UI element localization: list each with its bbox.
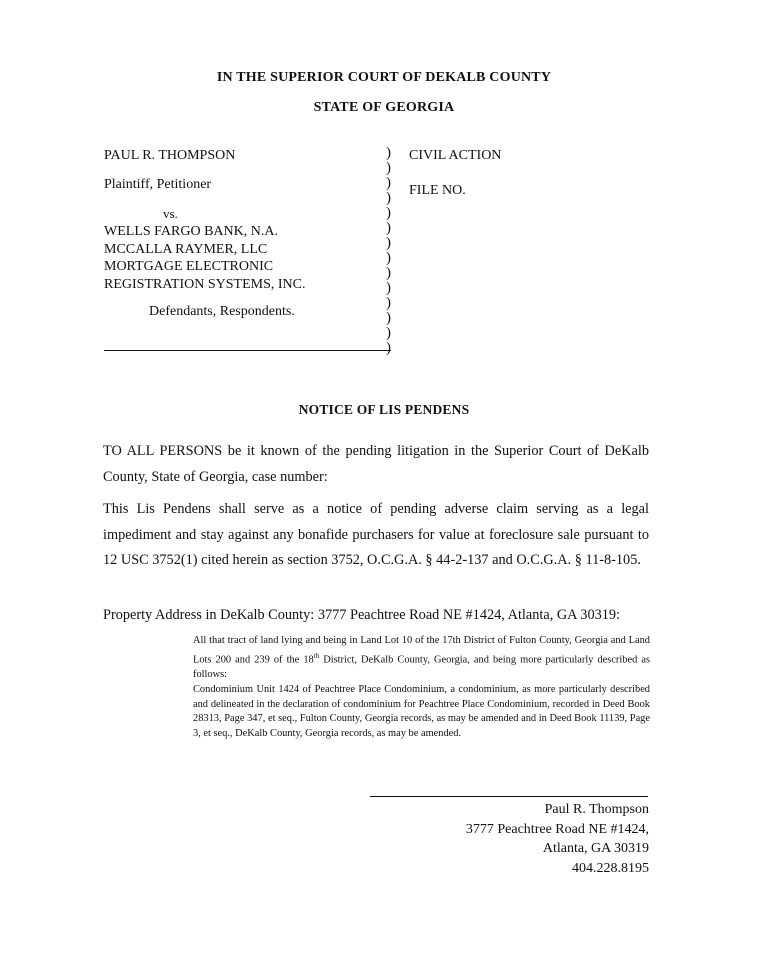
legal-description-paragraph-2: Condominium Unit 1424 of Peachtree Place Condominium, a condominium, as more particularly described and delineated in the declaration of condominium for Peachtree Place Condominium, recorded in Deed Book 28313, Page 347, et seq., Fulton County, Georgia records, as may be amended and in Deed Book 11139, Page 3, et seq., DeKalb County, Georgia records, as may be amended. xyxy=(193,683,650,740)
defendant-list xyxy=(104,223,305,293)
caption-bracket: ) xyxy=(386,190,391,206)
property-address-line xyxy=(103,607,620,624)
signer-phone: 404.228.8195 xyxy=(572,860,649,876)
legal-description xyxy=(193,634,650,742)
versus-label: vs. xyxy=(163,206,178,221)
notice-paragraph-2: This Lis Pendens shall serve as a notice of pending adverse claim serving as a legal impediment and stay against any bonafide purchasers for value at foreclosure sale pursuant to 12 USC 3752(1) cited herein as section 3752, O.C.G.A. § 44-2-137 and O.C.G.A. § 11-8-105. xyxy=(103,501,649,568)
caption-bracket: ) xyxy=(386,340,391,356)
defendant-name: REGISTRATION SYSTEMS, INC. xyxy=(104,276,306,292)
property-address-value: 3777 Peachtree Road NE #1424, Atlanta, GA 30319: xyxy=(317,607,621,623)
caption-bracket: ) xyxy=(386,310,391,326)
caption-bracket: ) xyxy=(386,160,391,176)
signer-street: 3777 Peachtree Road NE #1424, xyxy=(465,821,649,837)
defendant-role: Defendants, Respondents. xyxy=(149,304,295,319)
legal-description-paragraph-1: All that tract of land lying and being in Land Lot 10 of the 17th District of Fulton County, Georgia and Land Lots 200 and 239 of the 18th District, DeKalb County, Georgia, and being more particularly described as follows: xyxy=(193,635,650,681)
caption-bracket-column xyxy=(386,146,400,356)
defendant-name: MORTGAGE ELECTRONIC xyxy=(104,259,274,274)
defendant-name: WELLS FARGO BANK, N.A. xyxy=(104,224,278,239)
caption-bracket: ) xyxy=(386,175,391,191)
caption-bracket: ) xyxy=(386,250,391,266)
caption-bracket: ) xyxy=(386,325,391,341)
caption-bracket: ) xyxy=(386,235,391,251)
signature-line xyxy=(370,796,648,797)
caption-bracket: ) xyxy=(386,220,391,236)
file-number-label: FILE NO. xyxy=(409,183,466,198)
caption-underline xyxy=(104,350,391,351)
civil-action-label: CIVIL ACTION xyxy=(409,148,502,163)
caption-bracket: ) xyxy=(386,295,391,311)
signature-block xyxy=(466,800,649,878)
plaintiff-name: PAUL R. THOMPSON xyxy=(104,148,236,163)
notice-title: NOTICE OF LIS PENDENS xyxy=(298,402,470,417)
caption-bracket: ) xyxy=(386,265,391,281)
caption-bracket: ) xyxy=(386,205,391,221)
notice-paragraph-1: TO ALL PERSONS be it known of the pending litigation in the Superior Court of DeKalb County, State of Georgia, case number: xyxy=(103,443,649,485)
defendant-name: MCCALLA RAYMER, LLC xyxy=(104,241,268,257)
plaintiff-role: Plaintiff, Petitioner xyxy=(104,177,212,192)
state-title: STATE OF GEORGIA xyxy=(313,100,455,115)
property-address-label: Property Address in DeKalb County: xyxy=(103,607,315,623)
caption-bracket: ) xyxy=(386,145,391,161)
signer-city: Atlanta, GA 30319 xyxy=(542,841,649,856)
court-title: IN THE SUPERIOR COURT OF DEKALB COUNTY xyxy=(216,70,552,85)
caption-bracket: ) xyxy=(386,280,391,296)
signer-name: Paul R. Thompson xyxy=(544,802,649,817)
